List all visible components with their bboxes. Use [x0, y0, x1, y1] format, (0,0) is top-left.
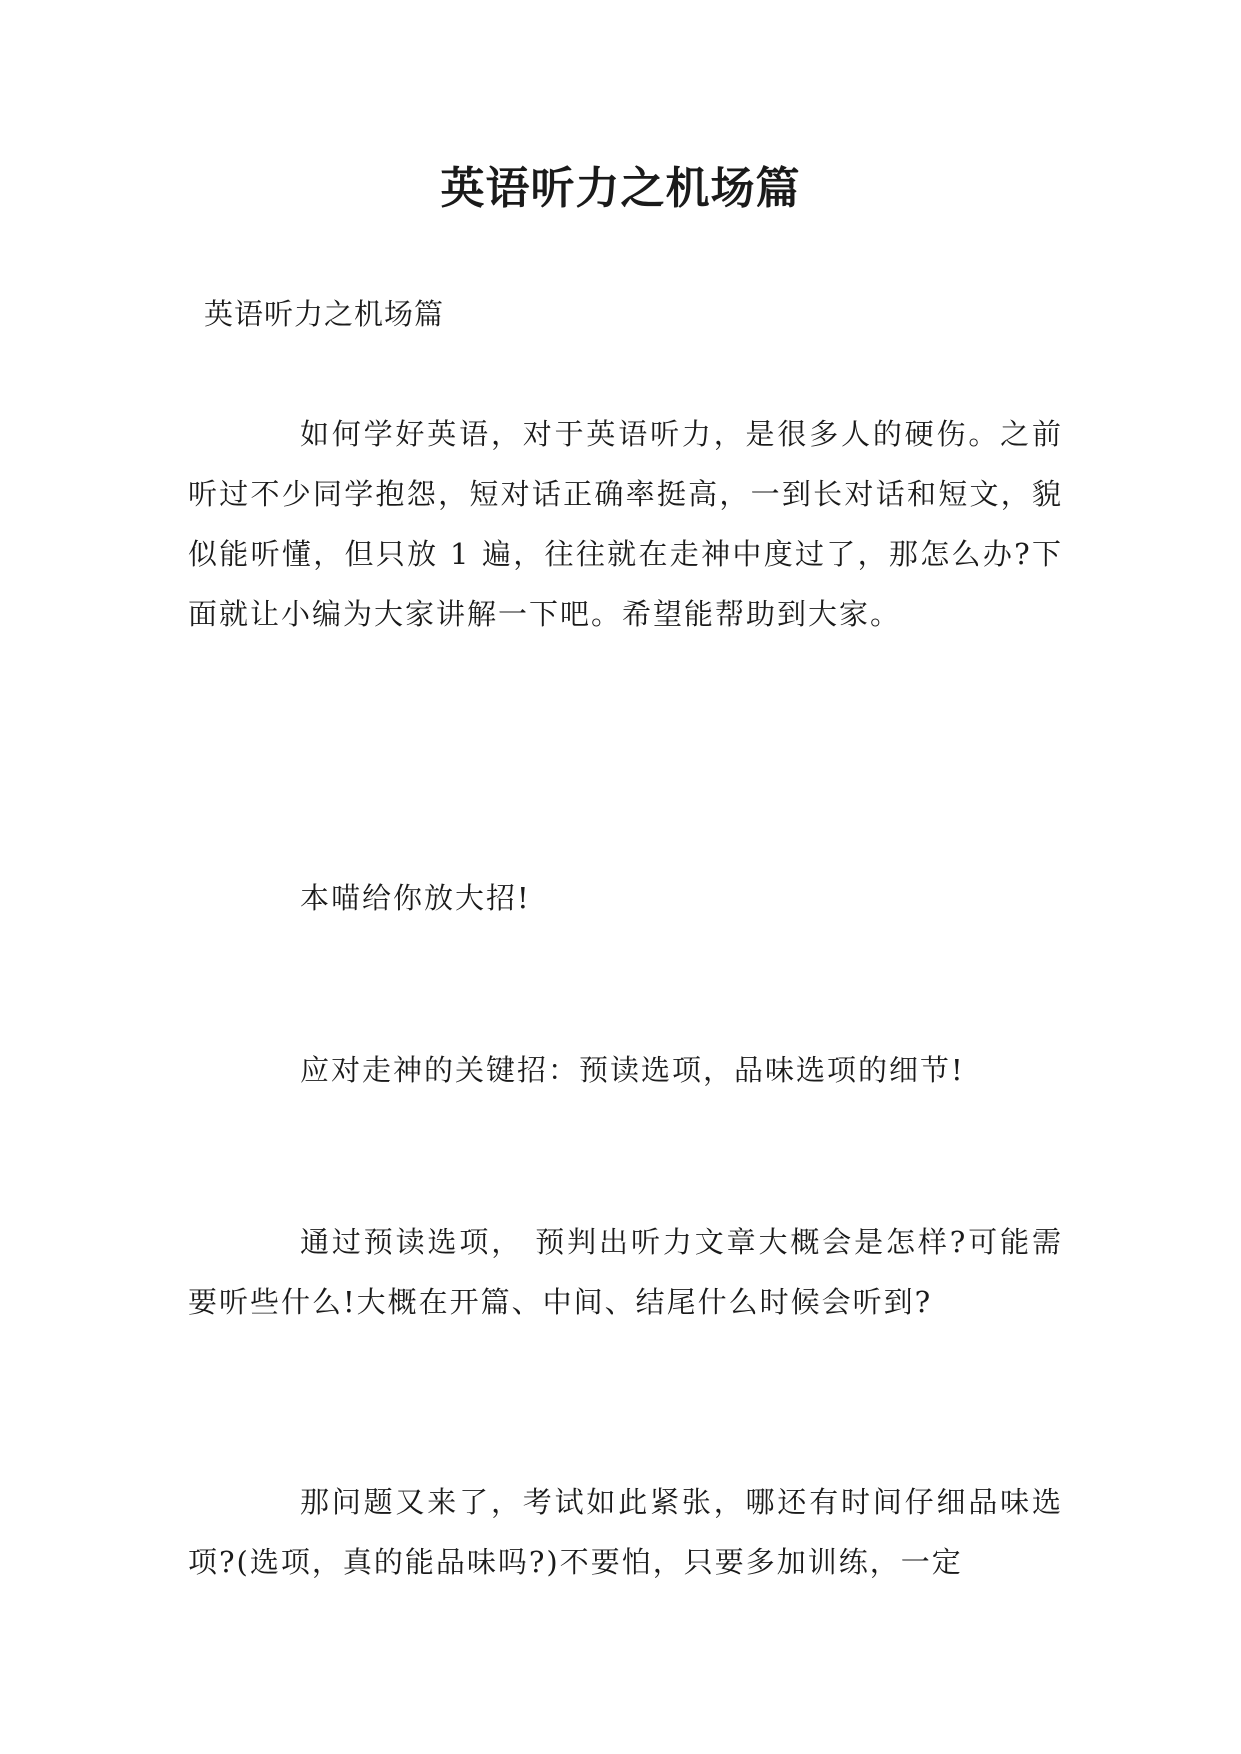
paragraph-key-move: 应对走神的关键招：预读选项，品味选项的细节!: [300, 1053, 965, 1087]
paragraph-big-move: 本喵给你放大招!: [300, 881, 531, 915]
paragraph-intro: 如何学好英语，对于英语听力，是很多人的硬伤。之前听过不少同学抱怨，短对话正确率挺高，一到长对话和短文，貌似能听懂，但只放 1 遍，往往就在走神中度过了，那怎么办?下面就让小编为大家讲解一下吧。希望能帮助到大家。: [188, 417, 1063, 631]
paragraph-preview-options: 通过预读选项， 预判出听力文章大概会是怎样?可能需要听些什么!大概在开篇、中间、结尾什么时候会听到?: [188, 1225, 1063, 1319]
paragraph-question: 那问题又来了，考试如此紧张，哪还有时间仔细品味选项?(选项，真的能品味吗?)不要怕，只要多加训练，一定: [188, 1485, 1063, 1579]
document-subtitle: 英语听力之机场篇: [204, 297, 445, 331]
document-title: 英语听力之机场篇: [440, 163, 801, 214]
